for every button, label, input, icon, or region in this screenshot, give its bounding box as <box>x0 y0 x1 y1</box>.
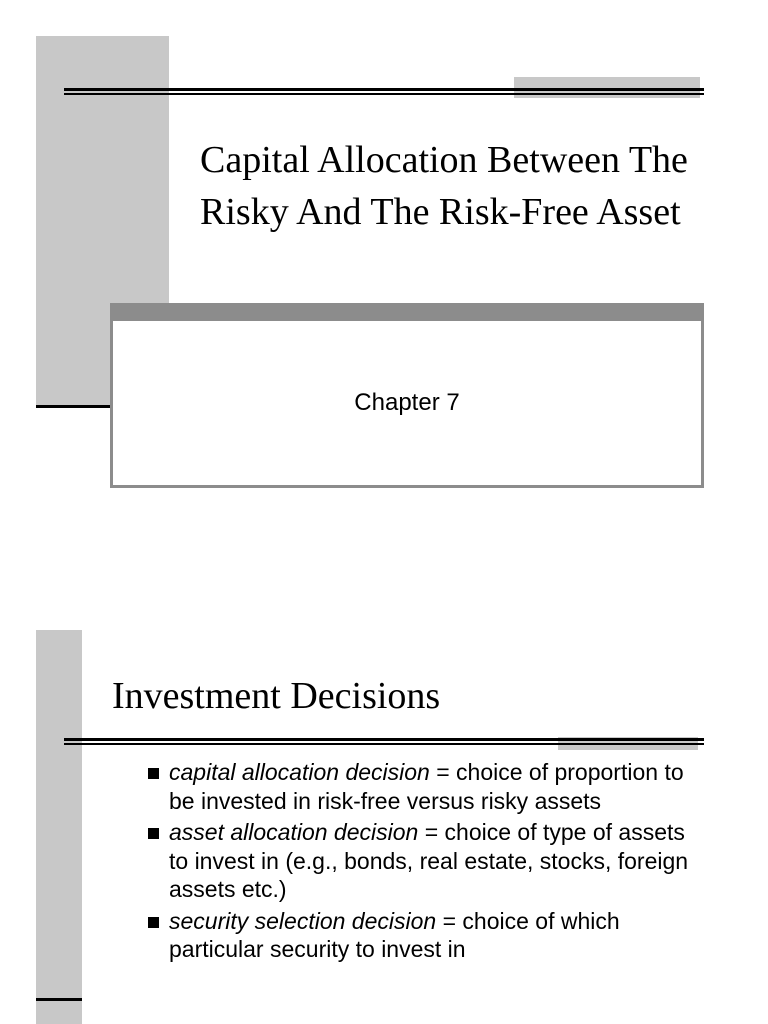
slide1-left-rule <box>36 405 110 408</box>
slide1-header-rule <box>64 88 704 91</box>
square-bullet-icon <box>148 768 159 779</box>
slide2-header-rule-thin <box>64 743 704 745</box>
bullet-term: security selection decision <box>169 907 437 934</box>
square-bullet-icon <box>148 828 159 839</box>
bullet-term: capital allocation decision <box>169 759 430 785</box>
bullet-item <box>146 907 706 964</box>
bullet-term: asset allocation decision <box>169 819 419 845</box>
slide1-title: Capital Allocation Between The Risky And The Risk-Free Asset <box>200 139 688 233</box>
bullet-text: = choice of proportion to be invested in risk-free versus risky assets <box>169 759 684 814</box>
slide1-subtitle-box <box>110 318 704 488</box>
slide2-bullet-list <box>146 758 706 967</box>
bullet-text: = choice of type of assets to invest in (e.g., bonds, real estate, stocks, foreign assets etc.) <box>169 819 689 902</box>
slide1-header-rule-thin <box>64 93 704 95</box>
slide2-left-rule <box>36 998 82 1001</box>
bullet-item <box>146 758 706 815</box>
slide2-sidebar-bar <box>36 630 82 1024</box>
slide1-subtitle: Chapter 7 <box>354 389 460 416</box>
bullet-text: = choice of which particular security to invest in <box>169 907 620 962</box>
square-bullet-icon <box>148 917 159 928</box>
slide2-header-rule <box>64 738 704 741</box>
slide2-title: Investment Decisions <box>112 675 441 717</box>
bullet-item <box>146 818 706 904</box>
